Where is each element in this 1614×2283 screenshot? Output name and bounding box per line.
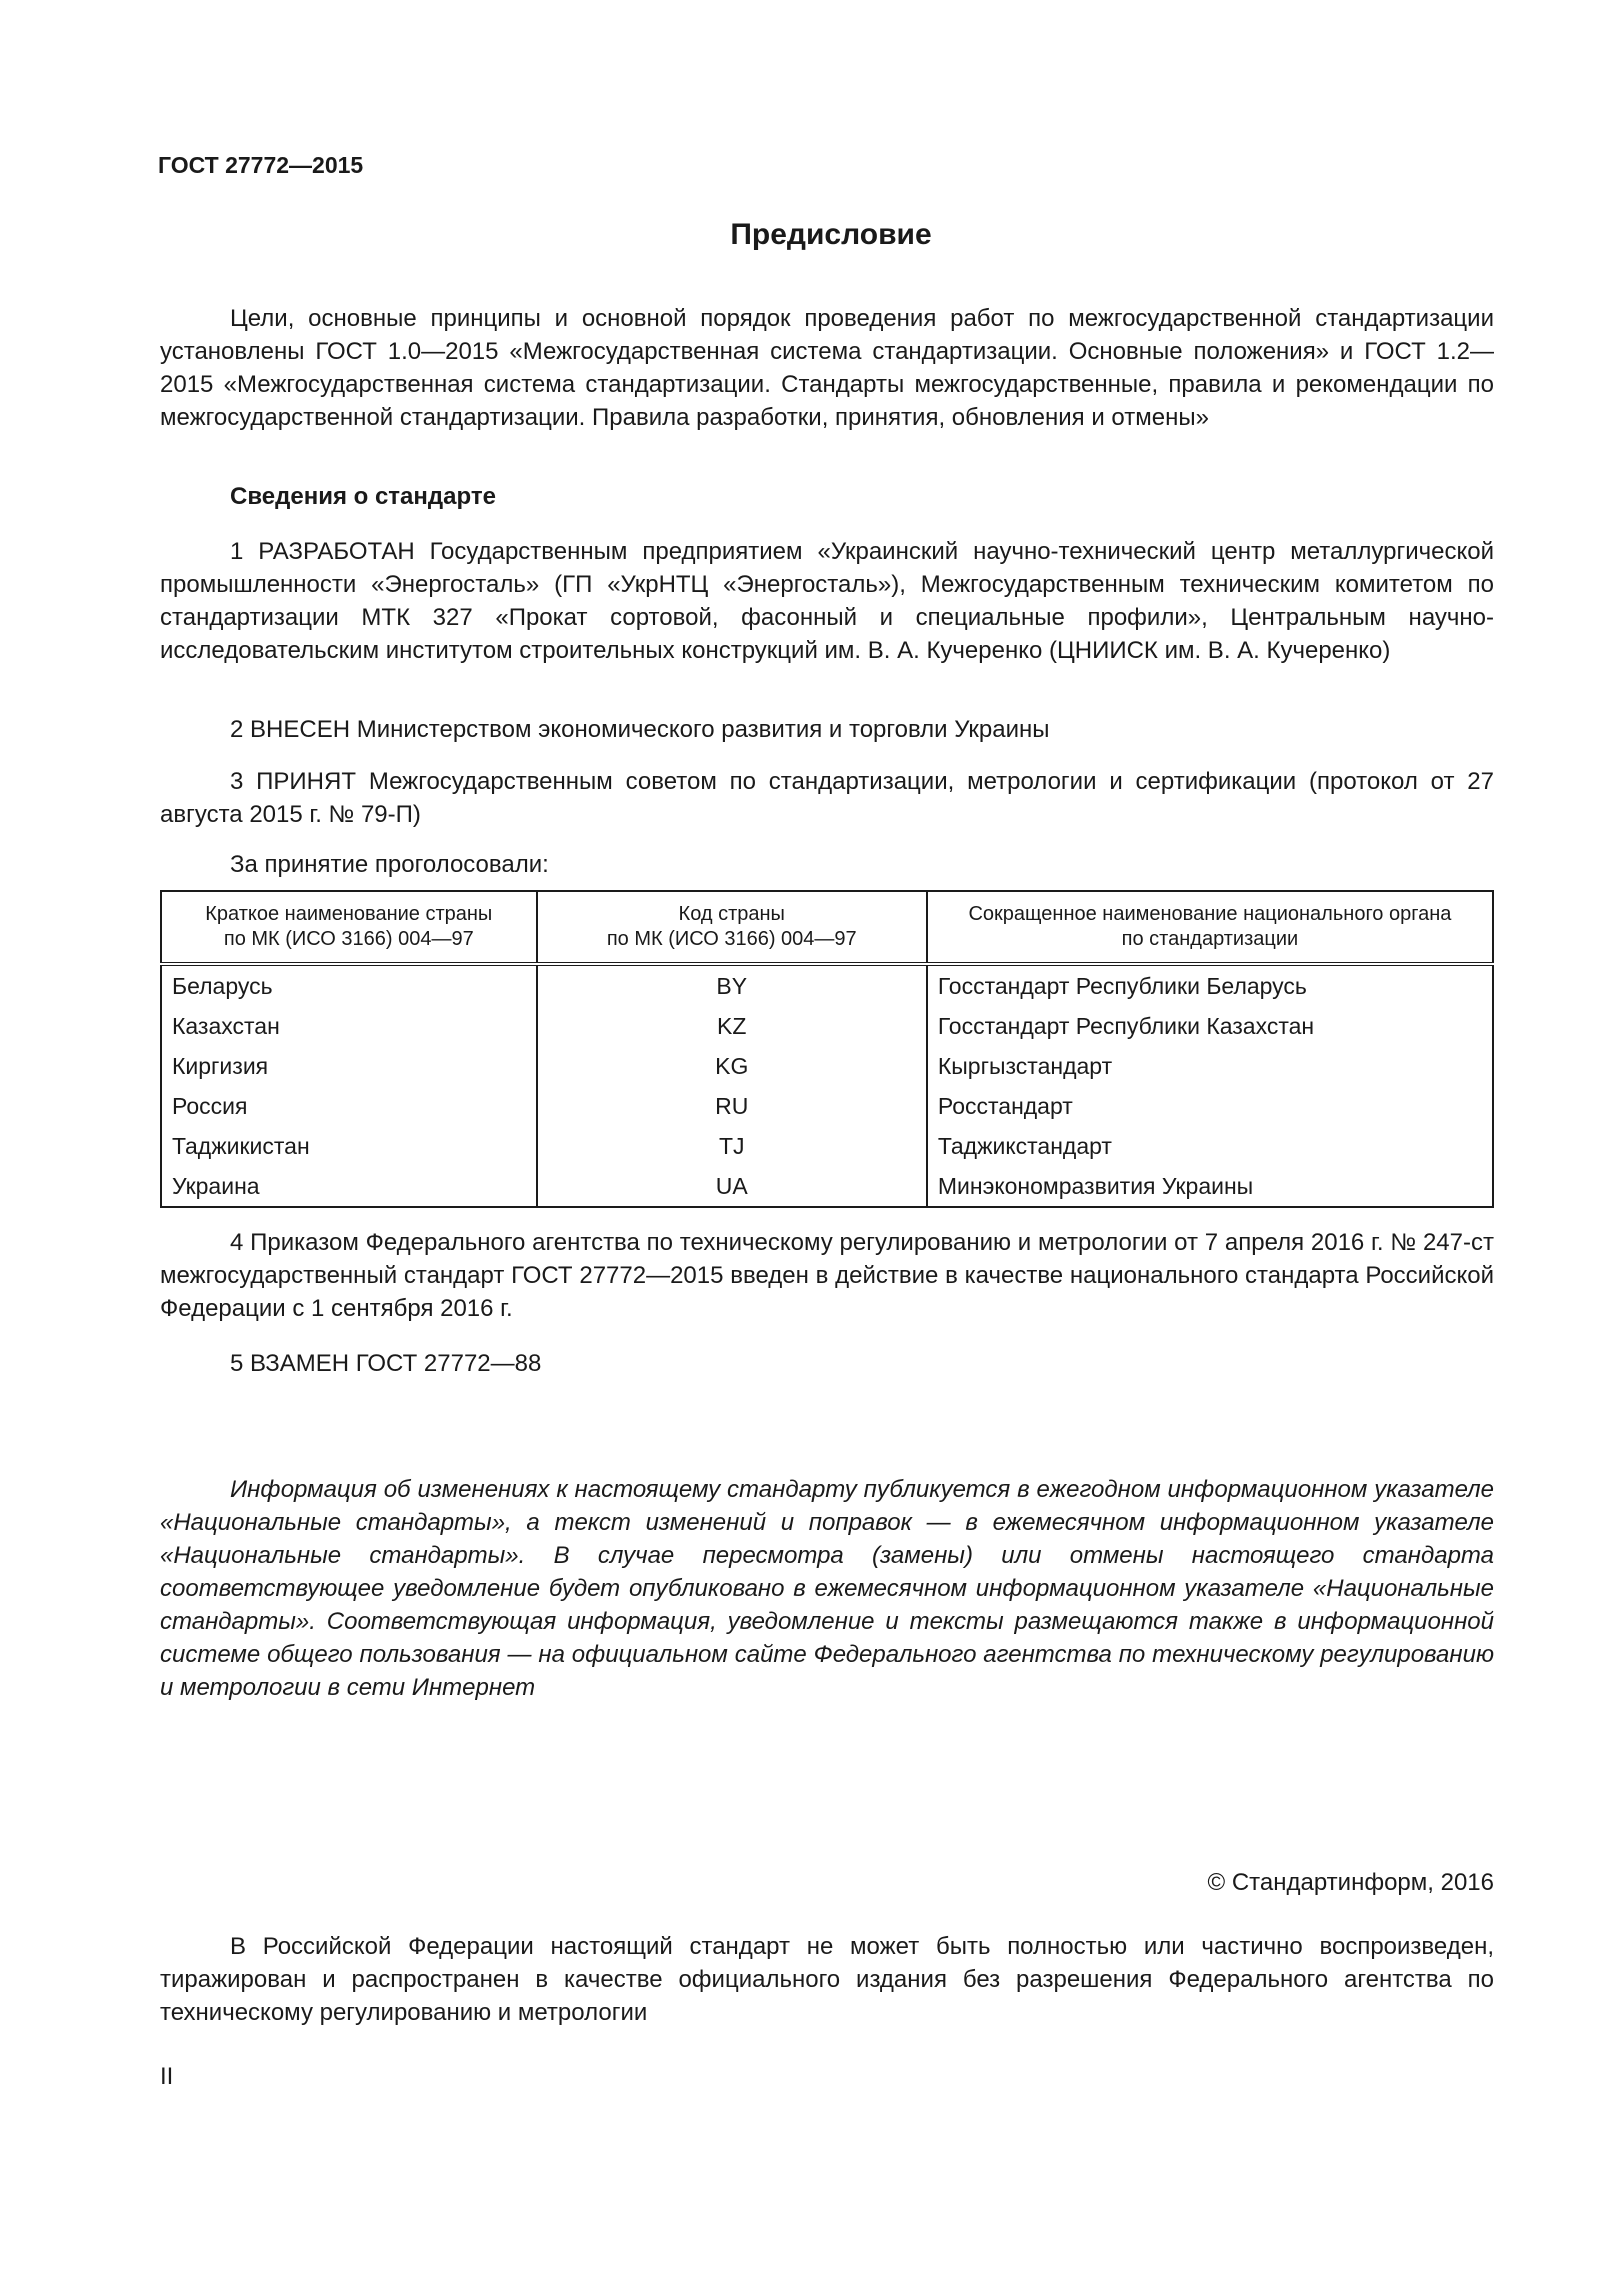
voted-label: За принятие проголосовали: — [230, 851, 549, 878]
header-code — [537, 891, 927, 964]
header-body-line2: по стандартизации — [1121, 928, 1299, 950]
cell-body: Минэкономразвития Украины — [927, 1166, 1493, 1207]
header-country-line2: по МК (ИСО 3166) 004—97 — [223, 928, 474, 950]
cell-country: Украина — [161, 1166, 537, 1207]
legal-notice: В Российской Федерации настоящий стандарт не может быть полностью или частично воспроизведен, тиражирован и распространен в качестве официального издания без разрешения Федерального агентства по техническому регулированию и метрологии — [160, 1933, 1494, 2026]
cell-body: Госстандарт Республики Беларусь — [927, 964, 1493, 1006]
cell-code: RU — [537, 1086, 927, 1126]
cell-body: Таджикстандарт — [927, 1126, 1493, 1166]
header-body-line1: Сокращенное наименование национального органа — [968, 903, 1452, 925]
cell-country: Беларусь — [161, 964, 537, 1006]
intro-paragraph: Цели, основные принципы и основной порядок проведения работ по межгосударственной стандартизации установлены ГОСТ 1.0—2015 «Межгосударственная система стандартизации. Основные положения» и ГОСТ 1.2—2015 «Межгосударственная система стандартизации. Стандарты межгосударственные, правила и рекомендации по межгосударственной стандартизации. Правила разработки, принятия, обновления и отмены» — [160, 305, 1494, 431]
cell-country: Казахстан — [161, 1006, 537, 1046]
header-country-line1: Краткое наименование страны — [205, 903, 493, 925]
table-row — [161, 1046, 1493, 1086]
cell-code: TJ — [537, 1126, 927, 1166]
cell-body: Кыргызстандарт — [927, 1046, 1493, 1086]
cell-code: UA — [537, 1166, 927, 1207]
cell-code: BY — [537, 964, 927, 1006]
item-developed: 1 РАЗРАБОТАН Государственным предприятием «Украинский научно-технический центр металлургической промышленности «Энергосталь» (ГП «УкрНТЦ «Энергосталь»), Межгосударственным техническим комитетом по стандартизации МТК 327 «Прокат сортовой, фасонный и специальные профили», Центральным научно-исследовательским институтом строительных конструкций им. В. А. Кучеренко (ЦНИИСК им. В. А. Кучеренко) — [160, 538, 1494, 664]
page-number: II — [160, 2063, 174, 2090]
cell-country: Киргизия — [161, 1046, 537, 1086]
page-title: Предисловие — [730, 218, 932, 251]
table-row — [161, 1166, 1493, 1207]
header-code-line2: по МК (ИСО 3166) 004—97 — [606, 928, 857, 950]
voting-table — [160, 890, 1494, 1208]
cell-code: KG — [537, 1046, 927, 1086]
cell-country: Россия — [161, 1086, 537, 1126]
header-body — [927, 891, 1493, 964]
table-header-row — [161, 891, 1493, 964]
cell-country: Таджикистан — [161, 1126, 537, 1166]
info-heading: Сведения о стандарте — [230, 483, 496, 510]
header-code-line1: Код страны — [678, 903, 785, 925]
changes-info-paragraph: Информация об изменениях к настоящему стандарту публикуется в ежегодном информационном указателе «Национальные стандарты», а текст изменений и поправок — в ежемесячном информационном указателе «Национальные стандарты». В случае пересмотра (замены) или отмены настоящего стандарта соответствующее уведомление будет опубликовано в ежемесячном информационном указателе «Национальные стандарты». Соответствующая информация, уведомление и тексты размещаются также в информационной системе общего пользования — на официальном сайте Федерального агентства по техническому регулированию и метрологии в сети Интернет — [160, 1476, 1494, 1701]
cell-code: KZ — [537, 1006, 927, 1046]
copyright-notice: © Стандартинформ, 2016 — [1207, 1869, 1494, 1896]
table-row — [161, 1126, 1493, 1166]
document-id: ГОСТ 27772—2015 — [158, 152, 364, 178]
cell-body: Госстандарт Республики Казахстан — [927, 1006, 1493, 1046]
item-introduced: 2 ВНЕСЕН Министерством экономического развития и торговли Украины — [230, 716, 1050, 743]
table-row — [161, 1086, 1493, 1126]
item-order: 4 Приказом Федерального агентства по техническому регулированию и метрологии от 7 апреля 2016 г. № 247-ст межгосударственный стандарт ГОСТ 27772—2015 введен в действие в качестве национального стандарта Российской Федерации с 1 сентября 2016 г. — [160, 1229, 1494, 1322]
item-adopted: 3 ПРИНЯТ Межгосударственным советом по стандартизации, метрологии и сертификации (протокол от 27 августа 2015 г. № 79-П) — [160, 768, 1494, 828]
cell-body: Росстандарт — [927, 1086, 1493, 1126]
header-country — [161, 891, 537, 964]
table-row — [161, 964, 1493, 1006]
item-replaces: 5 ВЗАМЕН ГОСТ 27772—88 — [230, 1350, 542, 1377]
table-row — [161, 1006, 1493, 1046]
